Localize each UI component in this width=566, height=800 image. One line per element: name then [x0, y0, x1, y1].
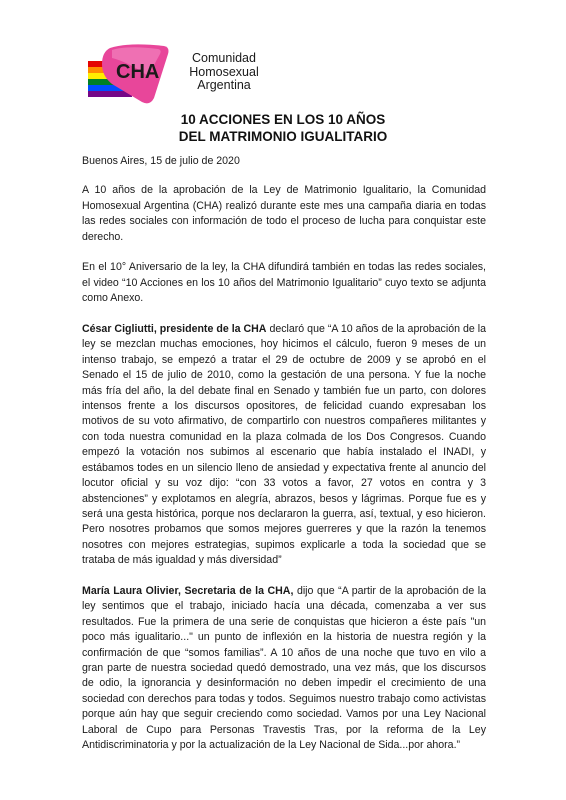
paragraph: A 10 años de la aprobación de la Ley de Matrimonio Igualitario, la Comunidad Homosexual Argentina (CHA) realizó durante este mes una campaña diaria en todas las redes sociales con información de todo el proceso de lucha para conquistar este derecho. [82, 184, 486, 243]
quote-text: dijo que “A partir de la aprobación de la ley sentimos que el trabajo, iniciado hacía una década, comenzaba a ver sus resultados. Fue la primera de una serie de conquistas que hicieron a éste país "un poco más igualitario..." un punto de inflexión en la historia de nuestra región y la confirmación de que “somos familias”. A 10 años de una noche que tuvo en vilo a gran parte de nuestra sociedad quedó demostrado, una vez más, que los discursos de odio, la ignorancia y desinformación no deben impedir el crecimiento de una sociedad con derechos para todas y todos. Seguimos nuestro trabajo como activistas porque aún hay que seguir creciendo como sociedad. Vamos por una Ley Nacional Laboral de Cupo para Personas Travestis Tras, por la reforma de la Ley Antidiscriminatoria y por la actualización de la Ley Nacional de Sida...por ahora.” [82, 584, 487, 751]
cha-logo [88, 40, 298, 112]
paragraph [82, 584, 486, 753]
dateline: Buenos Aires, 15 de julio de 2020 [82, 155, 240, 167]
paragraph [82, 322, 486, 569]
svg-text:CHA: CHA [116, 61, 160, 83]
title-line: DEL MATRIMONIO IGUALITARIO [178, 129, 388, 144]
document-title [0, 111, 566, 145]
speaker-name: César Cigliutti, presidente de la CHA [82, 323, 267, 336]
title-line: 10 ACCIONES EN LOS 10 AÑOS [180, 112, 386, 127]
cha-logo-mark-icon [88, 40, 178, 112]
logo-line: Homosexual [189, 64, 259, 79]
document-body [82, 154, 486, 769]
quote-text: declaró que “A 10 años de la aprobación de la ley se mezclan muchas emociones, hoy hicimos el cálculo, fueron 9 meses de un intenso trabajo, se empezó a tratar el 29 de octubre de 2009 y se aprobó en el Senado el 15 de julio de 2010, como la gestación de una persona. Y fue la noche más fría del año, la del debate final en Senado y también fue un parto, con dolores intensos frente a los discursos opositores, de felicidad cuando expresaban los motivos de su voto afirmativo, de compartirlo con nuestros compañeres militantes y con toda nuestra comunidad en la plaza colmada de los Dos Congresos. Cuando empezó la votación nos subimos al escenario que había instalado el INADI, y estábamos todes en un silencio lleno de ansiedad y expectativa frente al anuncio del locutor oficial y su voz dijo: “con 33 votos a favor, 27 votos en contra y 3 abstenciones” y explotamos en alegría, abrazos, besos y lágrimas. Porque fue es y será una gesta histórica, porque nos declararon la guerra, así, textual, y eso hicieron. Pero nosotres probamos que somos mejores guerreres y que la razón la tenemos nosotres con mejores estrategias, supimos explicarle a toda la sociedad que se trataba de más igualdad y más diversidad” [82, 323, 486, 567]
speaker-name: María Laura Olivier, Secretaria de la CHA, [82, 584, 294, 597]
paragraph: En el 10° Aniversario de la ley, la CHA difundirá también en todas las redes sociales, el video “10 Acciones en los 10 años del Matrimonio Igualitario” cuyo texto se adjunta como Anexo. [82, 261, 486, 305]
logo-wordmark [174, 52, 274, 93]
logo-line: Argentina [197, 78, 251, 92]
logo-line: Comunidad [192, 51, 256, 65]
